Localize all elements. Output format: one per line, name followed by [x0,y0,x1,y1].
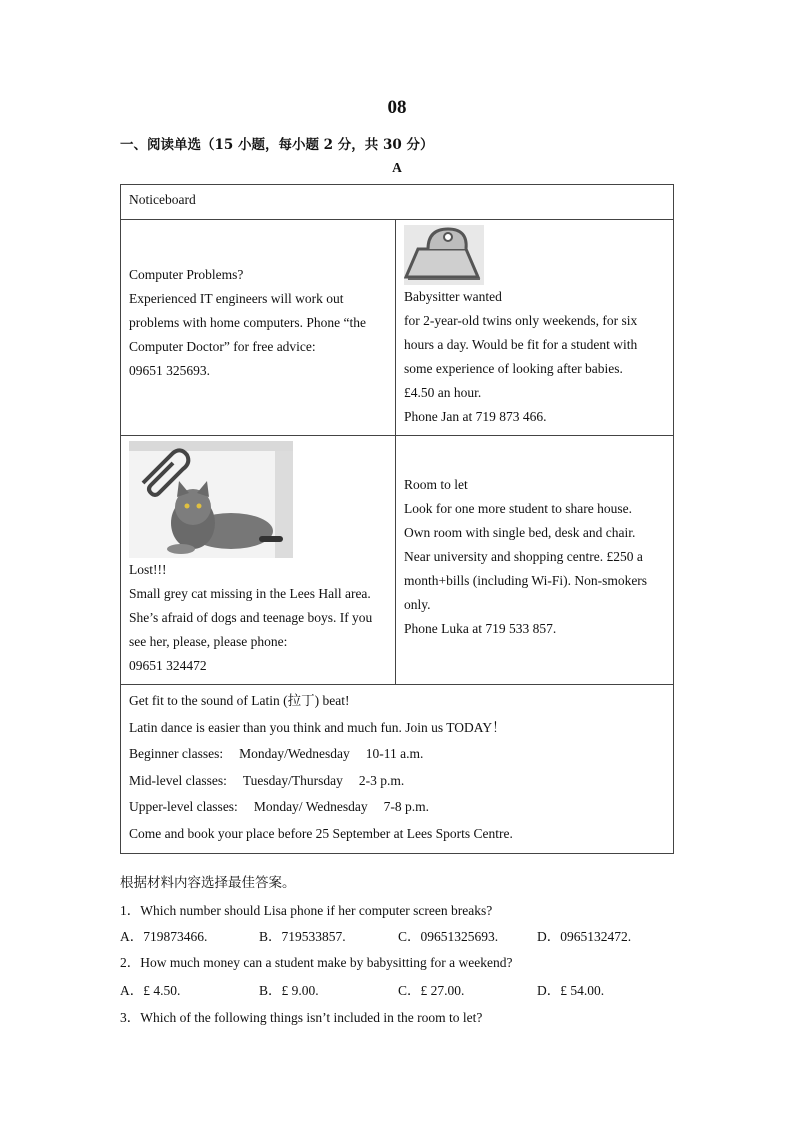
cat-photo-icon [129,441,293,558]
question-1-options [120,925,680,945]
option-b[interactable]: B．719533857. [259,929,346,944]
computer-title: Computer Problems? [129,267,244,282]
dance-closing: Come and book your place before 25 September at Lees Sports Centre. [129,825,513,841]
computer-phone: 09651 325693. [129,363,210,378]
option-a[interactable]: A．719873466. [120,929,208,944]
clip-icon [404,225,484,285]
schedule-label: Mid-level classes: [129,772,227,788]
option-c[interactable]: C．09651325693. [398,929,499,944]
babysitter-line: some experience of looking after babies. [404,361,623,376]
lost-cat-line: Small grey cat missing in the Lees Hall area. [129,586,371,601]
schedule-label: Upper-level classes: [129,799,238,814]
passage-label: A [392,160,402,175]
instruction: 根据材料内容选择最佳答案。 [120,875,296,891]
babysitter-line: hours a day. Would be fit for a student with [404,337,638,352]
lost-cat-line: see her, please, please phone: [129,634,288,649]
computer-line: Computer Doctor” for free advice: [129,339,316,354]
noticeboard-header-cell [121,185,674,220]
computer-line: Experienced IT engineers will work out [129,291,344,306]
room-line: only. [404,597,431,612]
schedule-time: 2-3 p.m. [358,772,405,788]
question-1: 1．Which number should Lisa phone if her computer screen breaks? [120,903,493,918]
dance-notice [121,685,674,854]
option-d[interactable]: D．£ 54.00. [537,983,605,998]
lost-cat-phone: 09651 324472 [129,658,207,673]
room-line: Look for one more student to share house. [404,501,632,516]
room-line: Near university and shopping centre. £250 a [404,549,643,564]
option-b[interactable]: B．£ 9.00. [259,983,319,998]
babysitter-line: for 2-year-old twins only weekends, for six [404,313,638,328]
babysitter-title: Babysitter wanted [404,289,502,304]
option-d[interactable]: D．0965132472. [537,929,632,944]
noticeboard-table [120,184,674,854]
dance-title: Get fit to the sound of Latin (拉丁) beat! [129,693,350,708]
babysitter-phone: Phone Jan at 719 873 466. [404,409,547,424]
schedule-days: Tuesday/Thursday [242,772,343,788]
dance-schedule-mid [129,768,665,795]
room-notice [396,436,674,685]
schedule-days: Monday/ Wednesday [253,799,368,814]
schedule-days: Monday/Wednesday [239,746,350,761]
option-a[interactable]: A．£ 4.50. [120,983,181,998]
room-line: month+bills (including Wi-Fi). Non-smokers [404,573,648,588]
schedule-label: Beginner classes: [129,746,224,761]
option-c[interactable]: C．£ 27.00. [398,983,465,998]
babysitter-notice [396,220,674,436]
question-3: 3．Which of the following things isn’t included in the room to let? [120,1010,483,1025]
section-heading: 一、阅读单选（15 小题，每小题 2 分，共 30 分） [120,137,434,153]
computer-notice [121,220,396,436]
dance-line: Latin dance is easier than you think and much fun. Join us TODAY！ [129,719,506,735]
computer-line: problems with home computers. Phone “the [129,315,366,330]
dance-schedule-upper [129,794,665,821]
lost-cat-title: Lost!!! [129,562,167,577]
schedule-time: 10-11 a.m. [365,746,424,761]
question-2: 2．How much money can a student make by babysitting for a weekend? [120,955,513,970]
dance-schedule-beginner [129,741,665,768]
room-line: Own room with single bed, desk and chair. [404,525,636,540]
schedule-time: 7-8 p.m. [383,799,429,814]
room-title: Room to let [404,477,468,492]
lost-cat-notice [121,436,396,685]
page-title: 08 [387,97,407,118]
lost-cat-line: She’s afraid of dogs and teenage boys. If you [129,610,373,625]
question-2-options [120,979,680,999]
babysitter-pay: £4.50 an hour. [404,385,482,400]
room-phone: Phone Luka at 719 533 857. [404,621,557,636]
noticeboard-header: Noticeboard [129,192,196,207]
